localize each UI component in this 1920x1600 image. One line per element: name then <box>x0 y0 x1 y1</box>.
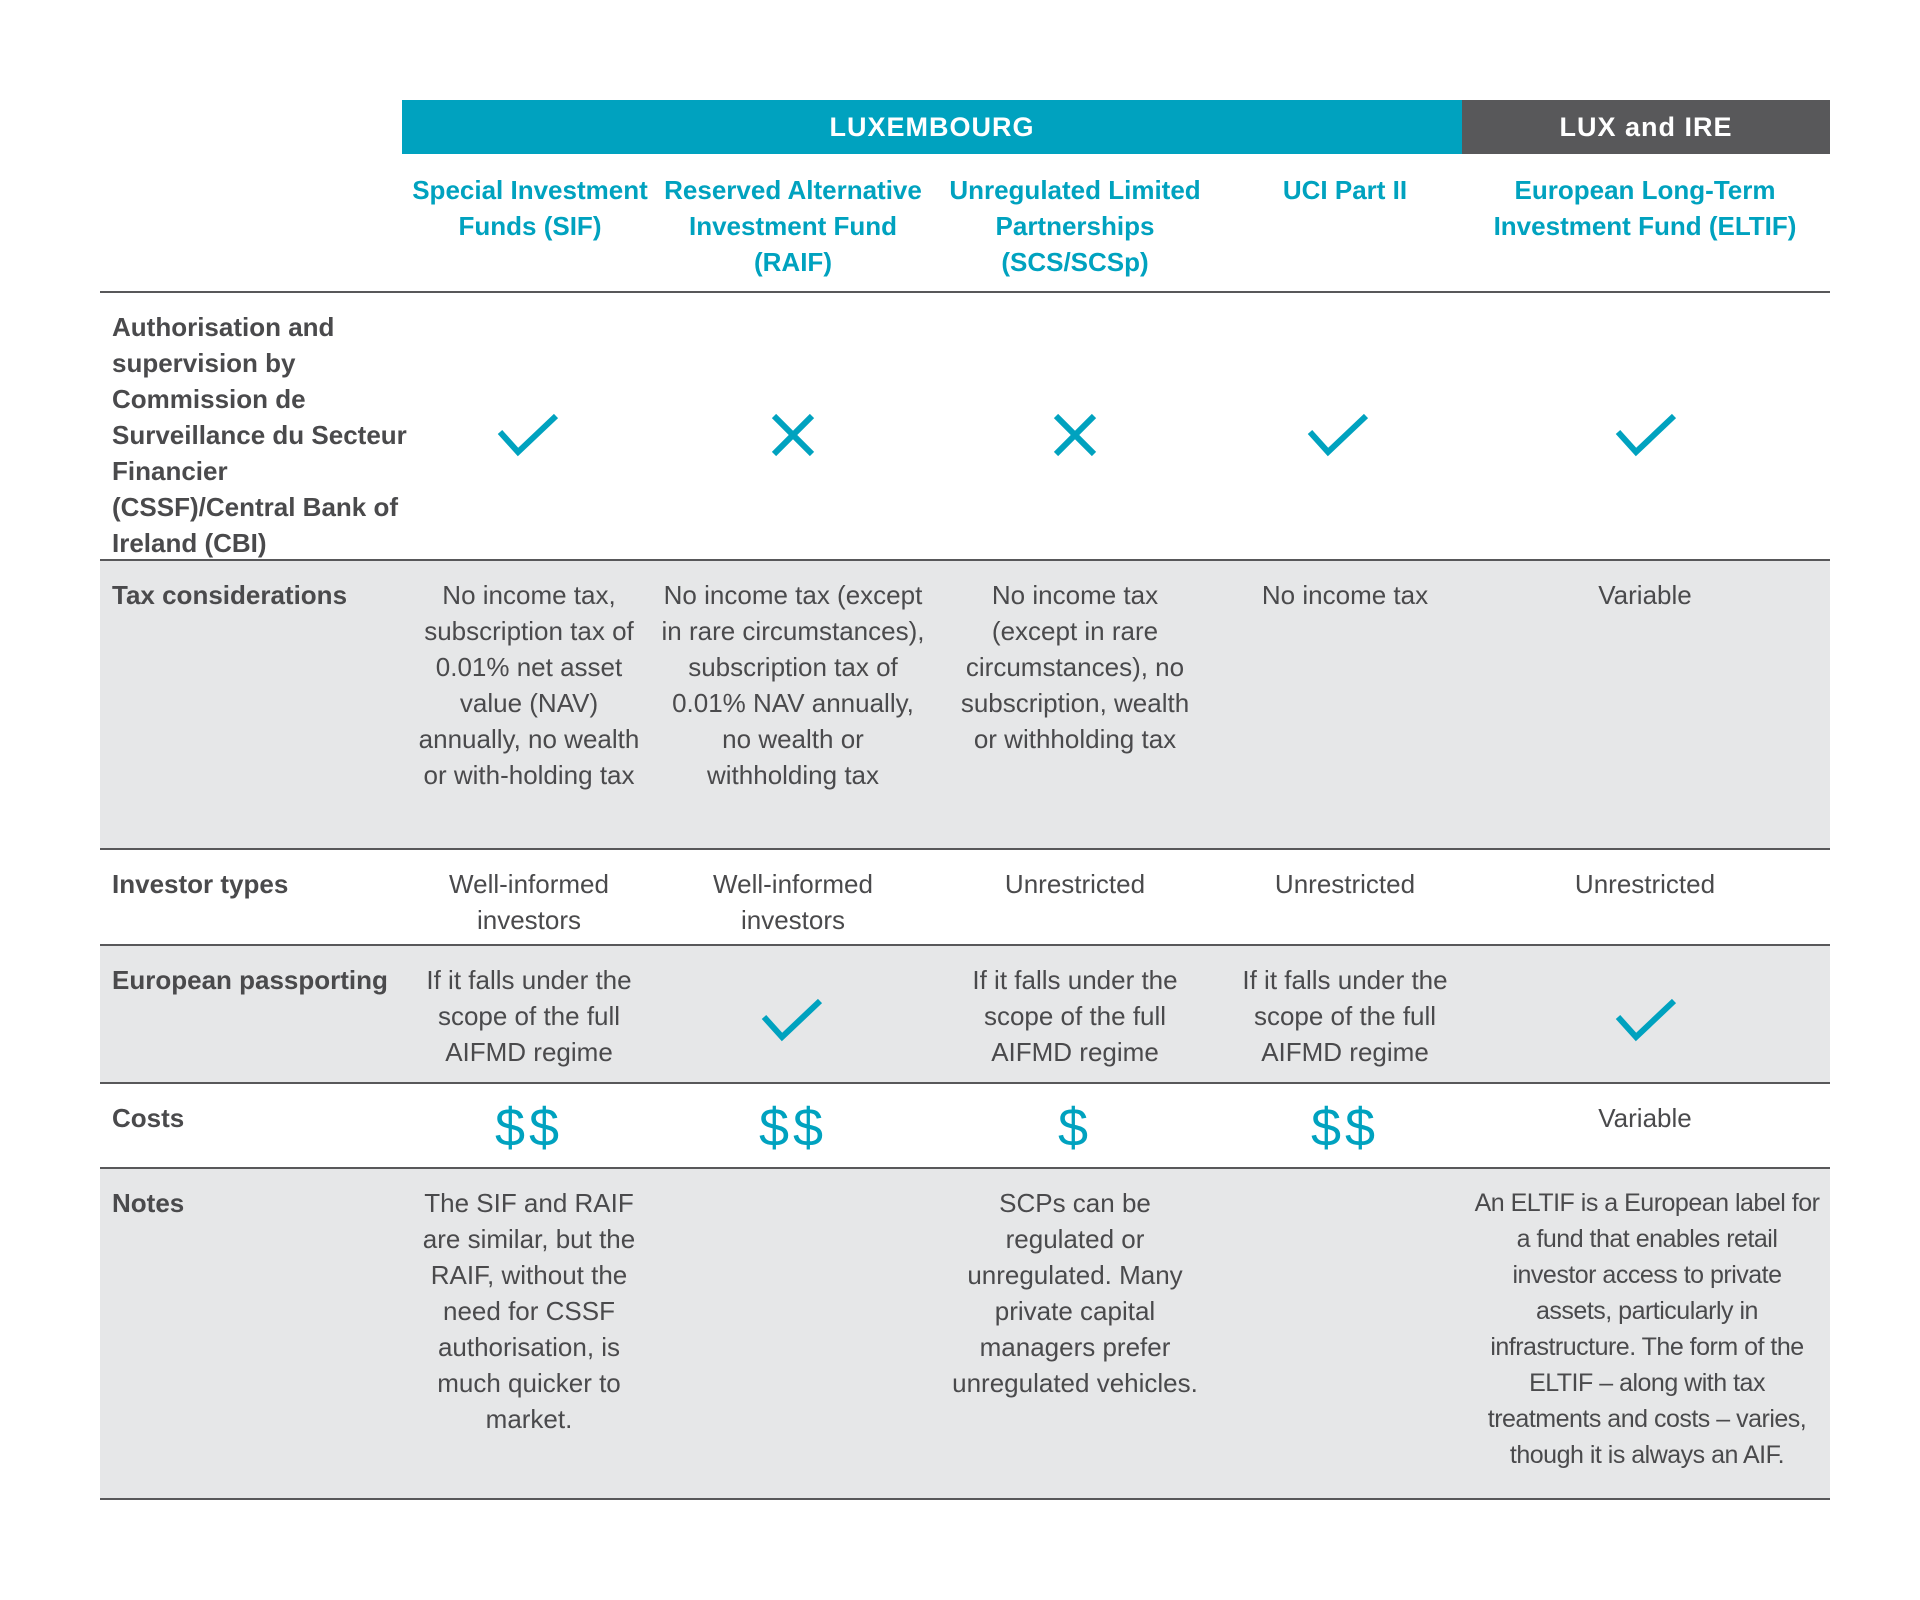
column-header-eltif: European Long-Term Investment Fund (ELTIF) <box>1493 175 1797 241</box>
investor-sif: Well-informed investors <box>449 869 609 935</box>
passporting-scs: If it falls under the scope of the full AIFMD regime <box>972 965 1178 1067</box>
tax-scs: No income tax (except in rare circumstances), no subscription, wealth or withholding tax <box>960 580 1190 754</box>
row-label-notes: Notes <box>112 1188 185 1218</box>
row-label-authorisation: Authorisation and supervision by Commission de Surveillance du Secteur Financier (CSSF)/Central Bank of Ireland (CBI) <box>112 312 407 558</box>
check-icon-passporting-eltif <box>1614 995 1678 1045</box>
notes-eltif: An ELTIF is a European label for a fund that enables retail investor access to private assets, particularly in infrastructure. The form of the ELTIF – along with tax treatments and costs – varies, though it is always an AIF. <box>1474 1189 1820 1469</box>
notes-sif: The SIF and RAIF are similar, but the RAIF, without the need for CSSF authorisation, is much quicker to market. <box>422 1188 636 1434</box>
divider-5 <box>100 1167 1830 1169</box>
check-icon-auth-eltif <box>1614 410 1678 460</box>
costs-uci: $$ <box>1310 1098 1380 1158</box>
row-label-costs: Costs <box>112 1103 185 1133</box>
row-label-tax: Tax considerations <box>112 580 348 610</box>
cross-icon-auth-scs <box>1050 410 1100 460</box>
tax-sif: No income tax, subscription tax of 0.01% net asset value (NAV) annually, no wealth or with-holding tax <box>418 580 640 790</box>
investor-raif: Well-informed investors <box>713 869 873 935</box>
divider-2 <box>100 848 1830 850</box>
divider-4 <box>100 1082 1830 1084</box>
check-icon-auth-uci <box>1306 410 1370 460</box>
luxembourg-banner: LUXEMBOURG <box>402 100 1462 154</box>
costs-raif: $$ <box>758 1098 828 1158</box>
tax-raif: No income tax (except in rare circumstances), subscription tax of 0.01% NAV annually, no wealth or withholding tax <box>661 580 925 790</box>
passporting-sif: If it falls under the scope of the full AIFMD regime <box>426 965 632 1067</box>
check-icon-auth-sif <box>496 410 560 460</box>
row-authorisation <box>100 293 1830 560</box>
column-header-scs: Unregulated Limited Partnerships (SCS/SCSp) <box>949 175 1201 277</box>
row-label-passporting: European passporting <box>112 965 388 995</box>
column-header-uci: UCI Part II <box>1282 175 1408 205</box>
check-icon-passporting-raif <box>760 995 824 1045</box>
column-header-sif: Special Investment Funds (SIF) <box>412 175 648 241</box>
column-header-raif: Reserved Alternative Investment Fund (RAIF) <box>664 175 922 277</box>
notes-scs: SCPs can be regulated or unregulated. Many private capital managers prefer unregulated vehicles. <box>952 1188 1198 1398</box>
divider-header <box>100 291 1830 293</box>
investor-scs: Unrestricted <box>1004 869 1146 899</box>
row-label-investor: Investor types <box>112 869 289 899</box>
divider-1 <box>100 559 1830 561</box>
tax-uci: No income tax <box>1261 580 1429 610</box>
costs-eltif: Variable <box>1598 1103 1692 1133</box>
costs-scs: $ <box>1057 1098 1093 1158</box>
tax-eltif: Variable <box>1598 580 1692 610</box>
investor-uci: Unrestricted <box>1274 869 1416 899</box>
lux-and-ire-banner: LUX and IRE <box>1462 100 1830 154</box>
cross-icon-auth-raif <box>768 410 818 460</box>
passporting-uci: If it falls under the scope of the full AIFMD regime <box>1242 965 1448 1067</box>
divider-3 <box>100 944 1830 946</box>
divider-bottom <box>100 1498 1830 1500</box>
costs-sif: $$ <box>494 1098 564 1158</box>
investor-eltif: Unrestricted <box>1574 869 1716 899</box>
